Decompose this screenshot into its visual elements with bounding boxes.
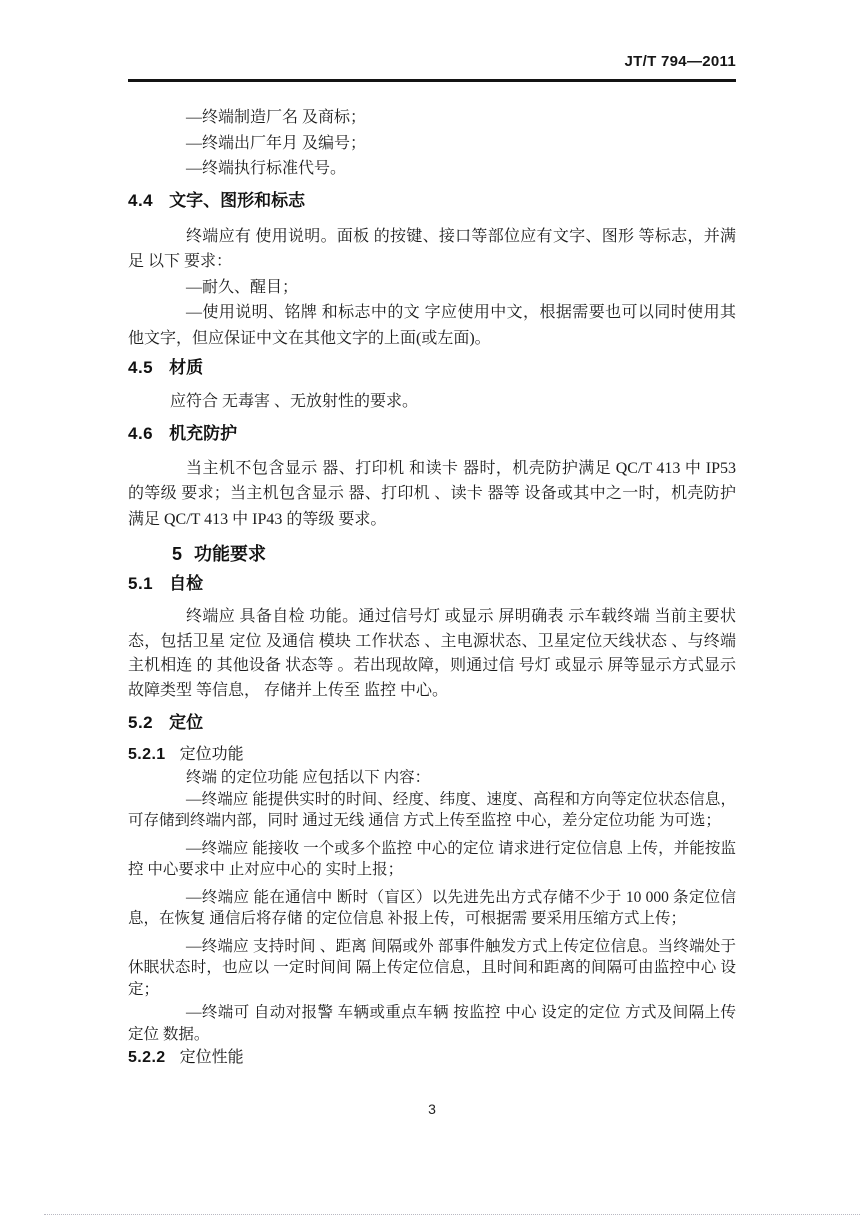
paragraph: 终端应有 使用说明。面板 的按键、接口等部位应有文字、图形 等标志，并满足 以下 要求： bbox=[128, 227, 736, 270]
chapter-heading-5 bbox=[128, 542, 736, 566]
paragraph: 终端 的定位功能 应包括以下 内容： bbox=[186, 769, 431, 786]
section-title: 定位 bbox=[169, 713, 204, 732]
section-title: 自检 bbox=[169, 574, 204, 593]
list-item: —终端应 能提供实时的时间、经度、纬度、速度、高程和方向等定位状态信息，可存储到终端内部，同时 通过无线 通信 方式上传至监控 中心，差分定位功能 为可选； bbox=[128, 790, 736, 829]
paragraph: 当主机不包含显示 器、打印机 和读卡 器时，机壳防护满足 QC/T 413 中 IP53 的等级 要求；当主机包含显示 器、打印机 、读卡 器等 设备或其中之一时，机壳防护满足 QC/T 413 中 IP43 的等级 要求。 bbox=[128, 459, 736, 528]
section-number: 5.2 bbox=[128, 713, 154, 732]
subsection-number: 5.2.2 bbox=[128, 1049, 166, 1066]
subsection-title: 定位性能 bbox=[179, 1049, 244, 1066]
paragraph: 终端应 具备自检 功能。通过信号灯 或显示 屏明确表 示车载终端 当前主要状态，包括卫星 定位 及通信 模块 工作状态 、主电源状态、卫星定位天线状态 、与终端主机相连 的 其他设备 状态等 。若出现故障，则通过信 号灯 或显示 屏等显示方式显示故障类型 等信息， 存储并上传至 监控 中心。 bbox=[128, 608, 736, 699]
list-item: —终端应 能在通信中 断时（盲区）以先进先出方式存储不少于 10 000 条定位信息，在恢复 通信后将存储 的定位信息 补报上传，可根据需 要采用压缩方式上传； bbox=[128, 888, 736, 927]
section-heading-4-5 bbox=[128, 357, 736, 379]
page-number: 3 bbox=[428, 1101, 436, 1117]
list-item: —终端应 能接收 一个或多个监控 中心的定位 请求进行定位信息 上传，并能按监控 中心要求中 止对应中心的 实时上报； bbox=[128, 839, 736, 878]
section-number: 4.6 bbox=[128, 423, 154, 443]
section-title: 材质 bbox=[169, 358, 204, 377]
list-item: —终端执行标准代号。 bbox=[186, 160, 347, 177]
section-number: 4.4 bbox=[128, 190, 154, 210]
section-heading-4-4 bbox=[128, 190, 736, 212]
section-heading-4-6 bbox=[128, 423, 736, 445]
section-heading-5-2 bbox=[128, 712, 736, 734]
list-item: —终端应 支持时间 、距离 间隔或外 部事件触发方式上传定位信息。当终端处于休眠状态时，也应以 一定时间间 隔上传定位信息，且时间和距离的间隔可由监控中心 设定； bbox=[128, 937, 736, 998]
section-title: 文字、图形和标志 bbox=[169, 190, 306, 210]
bottom-scan-edge-line bbox=[44, 1214, 860, 1215]
subsection-number: 5.2.1 bbox=[128, 746, 166, 763]
chapter-number: 5 bbox=[172, 544, 183, 564]
list-item: —终端可 自动对报警 车辆或重点车辆 按监控 中心 设定的定位 方式及间隔上传定位 数据。 bbox=[128, 1004, 736, 1043]
subsection-title: 定位功能 bbox=[179, 746, 244, 763]
list-item: —终端制造厂名 及商标； bbox=[186, 109, 367, 126]
list-item: —使用说明、铭牌 和标志中的文 字应使用中文，根据需要也可以同时使用其他文字，但应保证中文在其他文字的上面(或左面)。 bbox=[128, 304, 736, 347]
section-title: 机充防护 bbox=[169, 423, 238, 443]
subsection-heading-5-2-1 bbox=[128, 745, 736, 765]
list-item: —耐久、醒目； bbox=[186, 278, 299, 296]
section-number: 5.1 bbox=[128, 574, 154, 593]
section-number: 4.5 bbox=[128, 358, 154, 377]
list-item: —终端出厂年月 及编号； bbox=[186, 134, 367, 152]
subsection-heading-5-2-2 bbox=[128, 1048, 736, 1068]
section-heading-5-1 bbox=[128, 573, 736, 595]
header-rule bbox=[128, 79, 736, 82]
document-code-header: JT/T 794—2011 bbox=[624, 53, 736, 70]
chapter-title: 功能要求 bbox=[194, 544, 267, 564]
paragraph: 应符合 无毒害 、无放射性的要求。 bbox=[170, 393, 419, 410]
